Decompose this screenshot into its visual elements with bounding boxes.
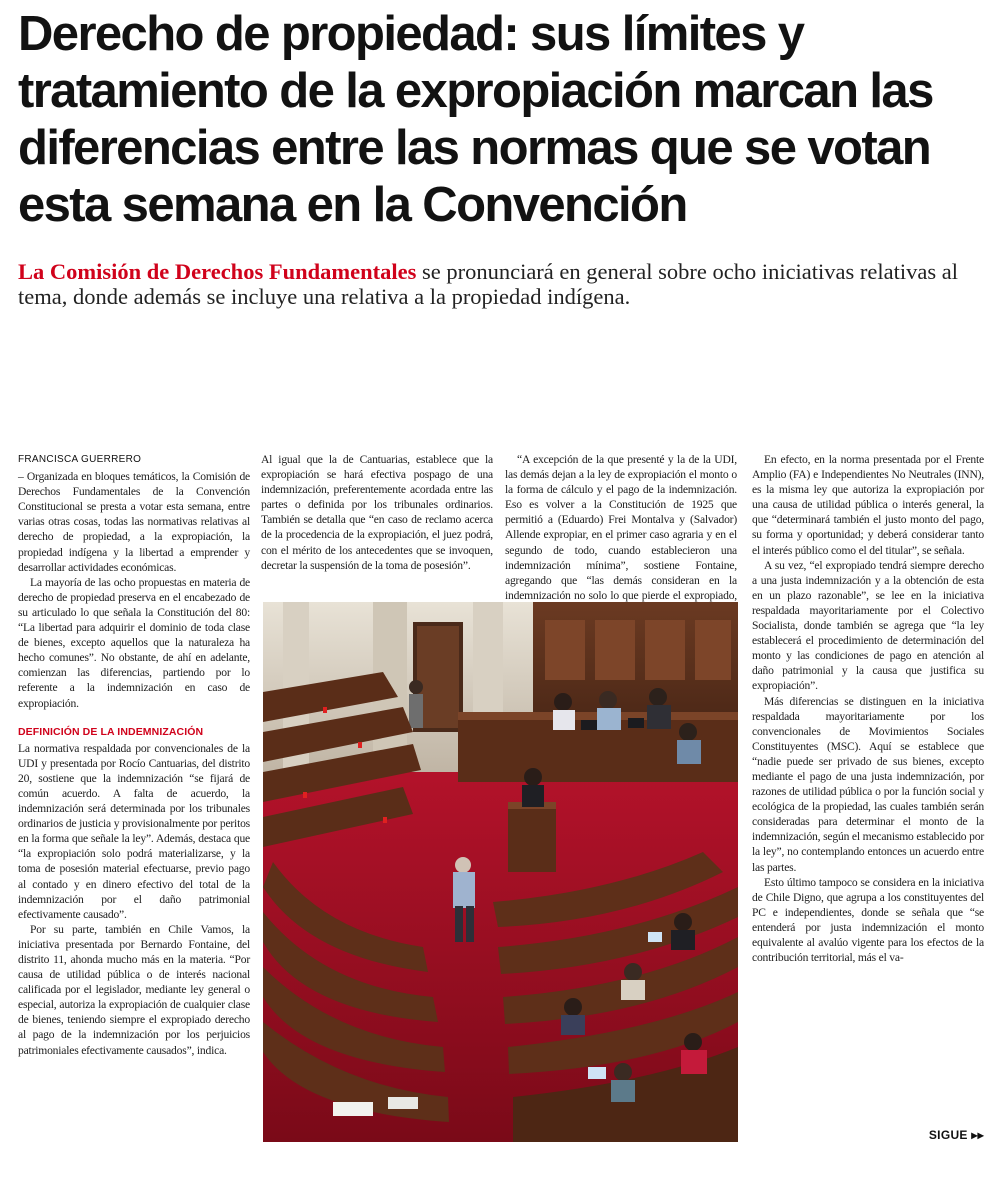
standfirst-rest: se pronunciará en general sobre ocho iniciativas relativas al tema, donde además se incluye una relativa a la propiedad indígena. — [18, 259, 958, 309]
body-paragraph: Al igual que la de Cantuarias, establece que la expropiación se hará efectiva pospago de una indemnización, preferentemente acordada entre las partes o definida por los tribunales ordinarios. También se detalla que “en caso de reclamo acerca de la procedencia de la expropiación, el juez podrá, con el mérito de los antecedentes que se invoquen, decretar la suspensión de la toma de posesión”. — [261, 453, 493, 572]
article-column-4 — [752, 452, 984, 965]
body-paragraph: La mayoría de las ocho propuestas en materia de derecho de propiedad preserva en el encabezado de su articulado lo que señala la Constitución del 80: “La libertad para adquirir el dominio de toda clase de bienes, excepto aquellos que la naturaleza ha hecho comunes”. No obstante, de ahí en adelante, comienzan las diferencias, partiendo por lo referente a la indemnización en caso de expropiación. — [18, 575, 250, 710]
standfirst-lead: La Comisión de Derechos Fundamentales — [18, 259, 417, 284]
headline: Derecho de propiedad: sus límites y tratamiento de la expropiación marcan las diferencias entre las normas que se votan esta semana en la Convención — [18, 7, 933, 232]
byline: FRANCISCA GUERRERO — [18, 454, 142, 465]
subheading: DEFINICIÓN DE LA INDEMNIZACIÓN — [18, 725, 204, 738]
chamber-photo — [263, 602, 738, 1142]
body-paragraph: – Organizada en bloques temáticos, la Comisión de Derechos Fundamentales de la Convención Constitucional se presta a votar esta semana, entre varias otras cosas, todas las normativas relativas al derecho de propiedad, a la expropiación, la propiedad indígena y la libertad a emprender y desarrollar actividades económicas. — [18, 470, 250, 574]
chamber-photo-illustration — [263, 602, 738, 1142]
article-column-2 — [261, 452, 493, 573]
body-paragraph: La normativa respaldada por convencionales de la UDI y presentada por Rocío Cantuarias, del distrito 20, sostiene que la indemnización “se fijará de común acuerdo. A falta de acuerdo, la indemnización será determinada por los tribunales ordinarios de justicia y provisionalmente por peritos en la forma que señale la ley”. Además, destaca que “la expropiación solo podrá materializarse, y la toma de posesión material efectuarse, previo pago al contado y en dinero efectivo del total de la indemnización por el daño patrimonial efectivamente causado”. — [18, 741, 250, 921]
body-paragraph: Más diferencias se distinguen en la iniciativa respaldada mayoritariamente por los convencionales de Movimientos Sociales Constituyentes (MSC). Aquí se establece que “nadie puede ser privado de sus bienes, excepto mediante el pago de una justa indemnización, por razones de utilidad pública o por la función social y ecológica de la propiedad, las cuales también serán consideradas para determinar el monto de la indemnización, según el mecanismo establecido por la ley”, no contemplando entonces un acuerdo entre las partes. — [752, 694, 984, 874]
body-paragraph: A su vez, “el expropiado tendrá siempre derecho a una justa indemnización y a la obtención de esta en un plazo razonable”, se lee en la iniciativa respaldada mayoritariamente por el Colectivo Socialista, donde también se agrega que “la ley establecerá el procedimiento de determinación del monto y las condiciones de pago en atención al daño patrimonial y la causa que justifica su expropiación”. — [752, 558, 984, 693]
body-paragraph: “A excepción de la que presenté y la de la UDI, las demás dejan a la ley de expropiación el monto o la forma de cálculo y el pago de la indemnización. Eso es volver a la Constitución de 1925 que permitió a (Eduardo) Frei Montalva y (Salvador) Allende expropiar, en el primer caso agraria y en el segundo de todo, cuando establecieron una indemnización mínima”, sostiene Fontaine, agregando que “las demás consideran en la indemnización no solo lo que pierde el expropiado, — [505, 453, 737, 602]
article-column-1 — [18, 452, 250, 1058]
body-paragraph: Esto último tampoco se considera en la iniciativa de Chile Digno, que agrupa a los constituyentes del PC e independientes, donde se señala que “se entenderá por justa indemnización el monto equivalente al avalúo vigente para los efectos de la contribución territorial, más el va- — [752, 875, 984, 965]
standfirst — [18, 259, 978, 309]
continue-label: SIGUE ▸▸ — [928, 1128, 984, 1142]
body-paragraph: Por su parte, también en Chile Vamos, la iniciativa presentada por Bernardo Fontaine, del distrito 11, ahonda mucho más en la materia. “Por causa de utilidad pública o de interés nacional calificada por el legislador, mediante ley general o especial, autoriza la expropiación de cualquier clase de bienes, teniendo siempre el expropiado derecho al pago de la indemnización por los perjuicios patrimoniales efectivamente causados”, indica. — [18, 922, 250, 1057]
body-paragraph: En efecto, en la norma presentada por el Frente Amplio (FA) e Independientes No Neutrales (INN), es la misma ley que autoriza la expropiación por una causa de utilidad pública o interés general, la que “determinará también el justo monto del pago, su forma y oportunidad; y deberá considerar tanto el interés público como el del titular”, se señala. — [752, 453, 984, 557]
